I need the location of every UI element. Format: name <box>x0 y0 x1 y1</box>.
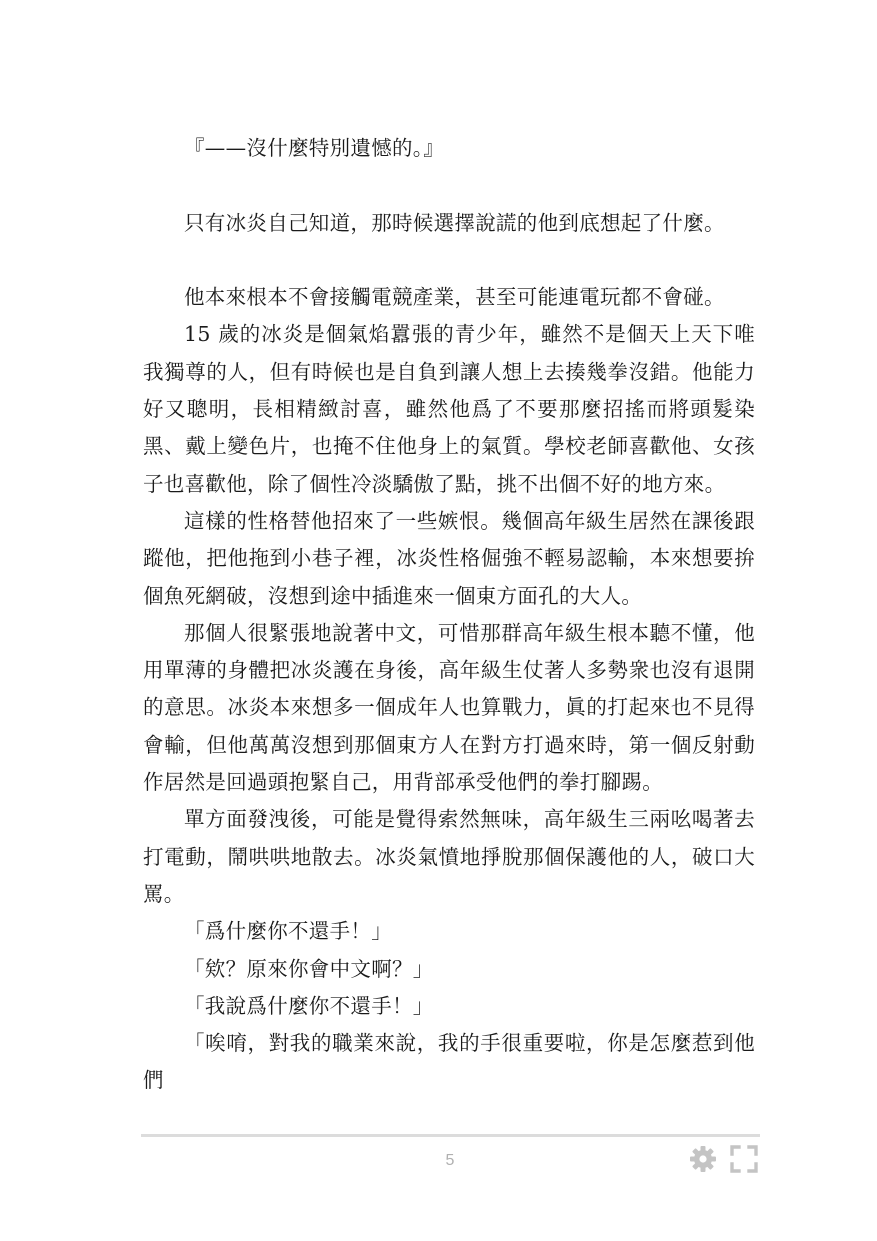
paragraph-7: 單方面發洩後，可能是覺得索然無味，高年級生三兩吆喝著去打電動，鬧哄哄地散去。冰炎氣憤地掙脫那個保護他的人，破口大罵。 <box>143 807 755 906</box>
paragraph-5: 這樣的性格替他招來了一些嫉恨。幾個高年級生居然在課後跟蹤他，把他拖到小巷子裡，冰炎性格倔強不輕易認輸，本來想要拚個魚死網破，沒想到途中插進來一個東方面孔的大人。 <box>143 508 755 608</box>
fullscreen-icon <box>729 1144 759 1174</box>
fullscreen-button[interactable] <box>729 1144 759 1174</box>
dialogue-line-3: 「我說爲什麼你不還手！」 <box>184 993 434 1018</box>
dialogue-line-4: 「唉唷，對我的職業來說，我的手很重要啦，你是怎麼惹到他們 <box>143 1031 755 1093</box>
document-body <box>143 130 755 1100</box>
page-number: 5 <box>445 1152 455 1169</box>
paragraph-6: 那個人很緊張地說著中文，可惜那群高年級生根本聽不懂，他用單薄的身體把冰炎護在身後，高年級生仗著人多勢衆也沒有退開的意思。冰炎本來想多一個成年人也算戰力，眞的打起來也不見得會輸，但他萬萬沒想到那個東方人在對方打過來時，第一個反射動作居然是回過頭抱緊自己，用背部承受他們的拳打腳踢。 <box>143 620 755 795</box>
paragraph-1: 『——沒什麼特別遺憾的。』 <box>184 136 445 160</box>
gear-icon <box>688 1144 718 1174</box>
footer-divider <box>141 1134 760 1137</box>
paragraph-2: 只有冰炎自己知道，那時候選擇說謊的他到底想起了什麼。 <box>184 210 725 235</box>
dialogue-line-2: 「欸？原來你會中文啊？」 <box>184 956 434 981</box>
dialogue-line-1: 「爲什麼你不還手！」 <box>184 919 392 944</box>
paragraph-4: 15 歲的冰炎是個氣焰囂張的青少年，雖然不是個天上天下唯我獨尊的人，但有時候也是自負到讓人想上去揍幾拳沒錯。他能力好又聰明，長相精緻討喜，雖然他爲了不要那麼招搖而將頭髮染黑、戴上變色片，也掩不住他身上的氣質。學校老師喜歡他、女孩子也喜歡他，除了個性冷淡驕傲了點，挑不出個不好的地方來。 <box>143 322 755 496</box>
paragraph-3: 他本來根本不會接觸電競產業，甚至可能連電玩都不會碰。 <box>184 285 725 310</box>
settings-button[interactable] <box>688 1144 718 1174</box>
